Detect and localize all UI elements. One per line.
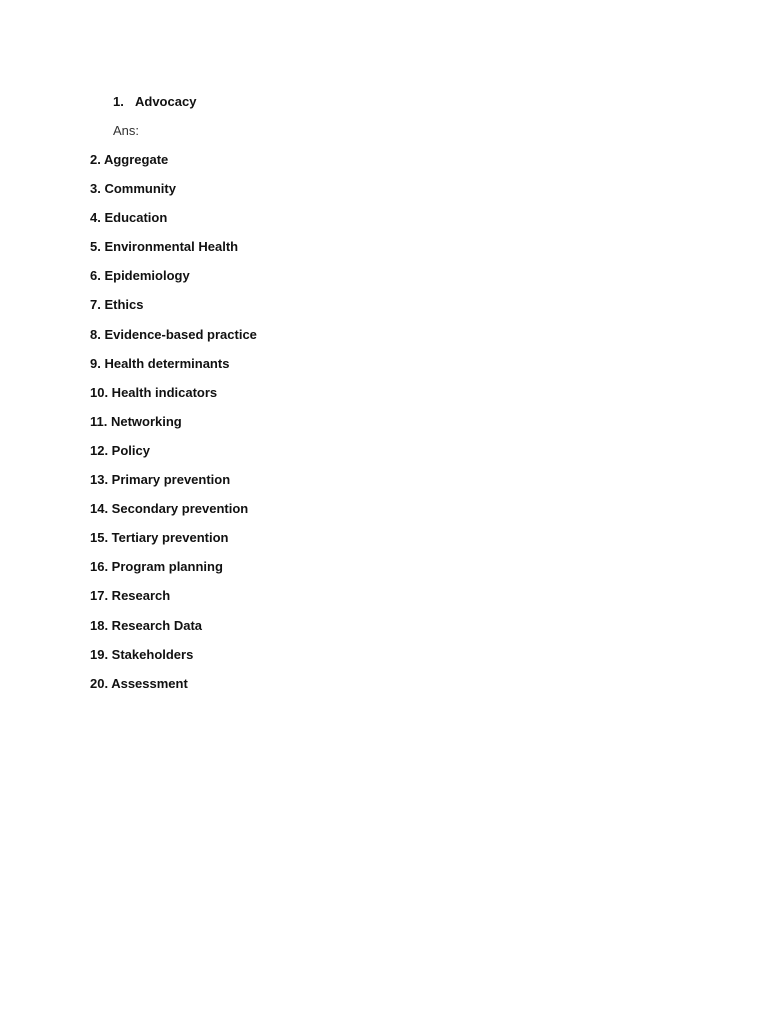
- list-item: 19. Stakeholders: [90, 646, 194, 662]
- list-item: 17. Research: [90, 588, 171, 604]
- term-list: [90, 151, 257, 704]
- list-item: 16. Program planning: [90, 559, 223, 575]
- answer-label: Ans:: [113, 123, 140, 138]
- list-item: 12. Policy: [90, 442, 150, 458]
- first-list-item: [113, 93, 196, 110]
- first-item-number: 1.: [113, 94, 124, 109]
- list-item: 20. Assessment: [90, 675, 188, 691]
- list-item: 4. Education: [90, 210, 168, 226]
- list-item: 15. Tertiary prevention: [90, 530, 229, 546]
- list-item: 6. Epidemiology: [90, 268, 190, 284]
- first-item-term: Advocacy: [135, 94, 197, 109]
- list-item: 8. Evidence-based practice: [90, 326, 257, 342]
- list-item: 18. Research Data: [90, 617, 203, 633]
- list-item: 13. Primary prevention: [90, 472, 231, 488]
- list-item: 2. Aggregate: [90, 152, 169, 167]
- list-item: 7. Ethics: [90, 297, 144, 313]
- list-item: 14. Secondary prevention: [90, 501, 249, 517]
- list-item: 9. Health determinants: [90, 355, 230, 371]
- list-item: 5. Environmental Health: [90, 239, 239, 255]
- list-item: 3. Community: [90, 181, 176, 197]
- list-item: 10. Health indicators: [90, 384, 218, 400]
- list-item: 11. Networking: [90, 413, 182, 429]
